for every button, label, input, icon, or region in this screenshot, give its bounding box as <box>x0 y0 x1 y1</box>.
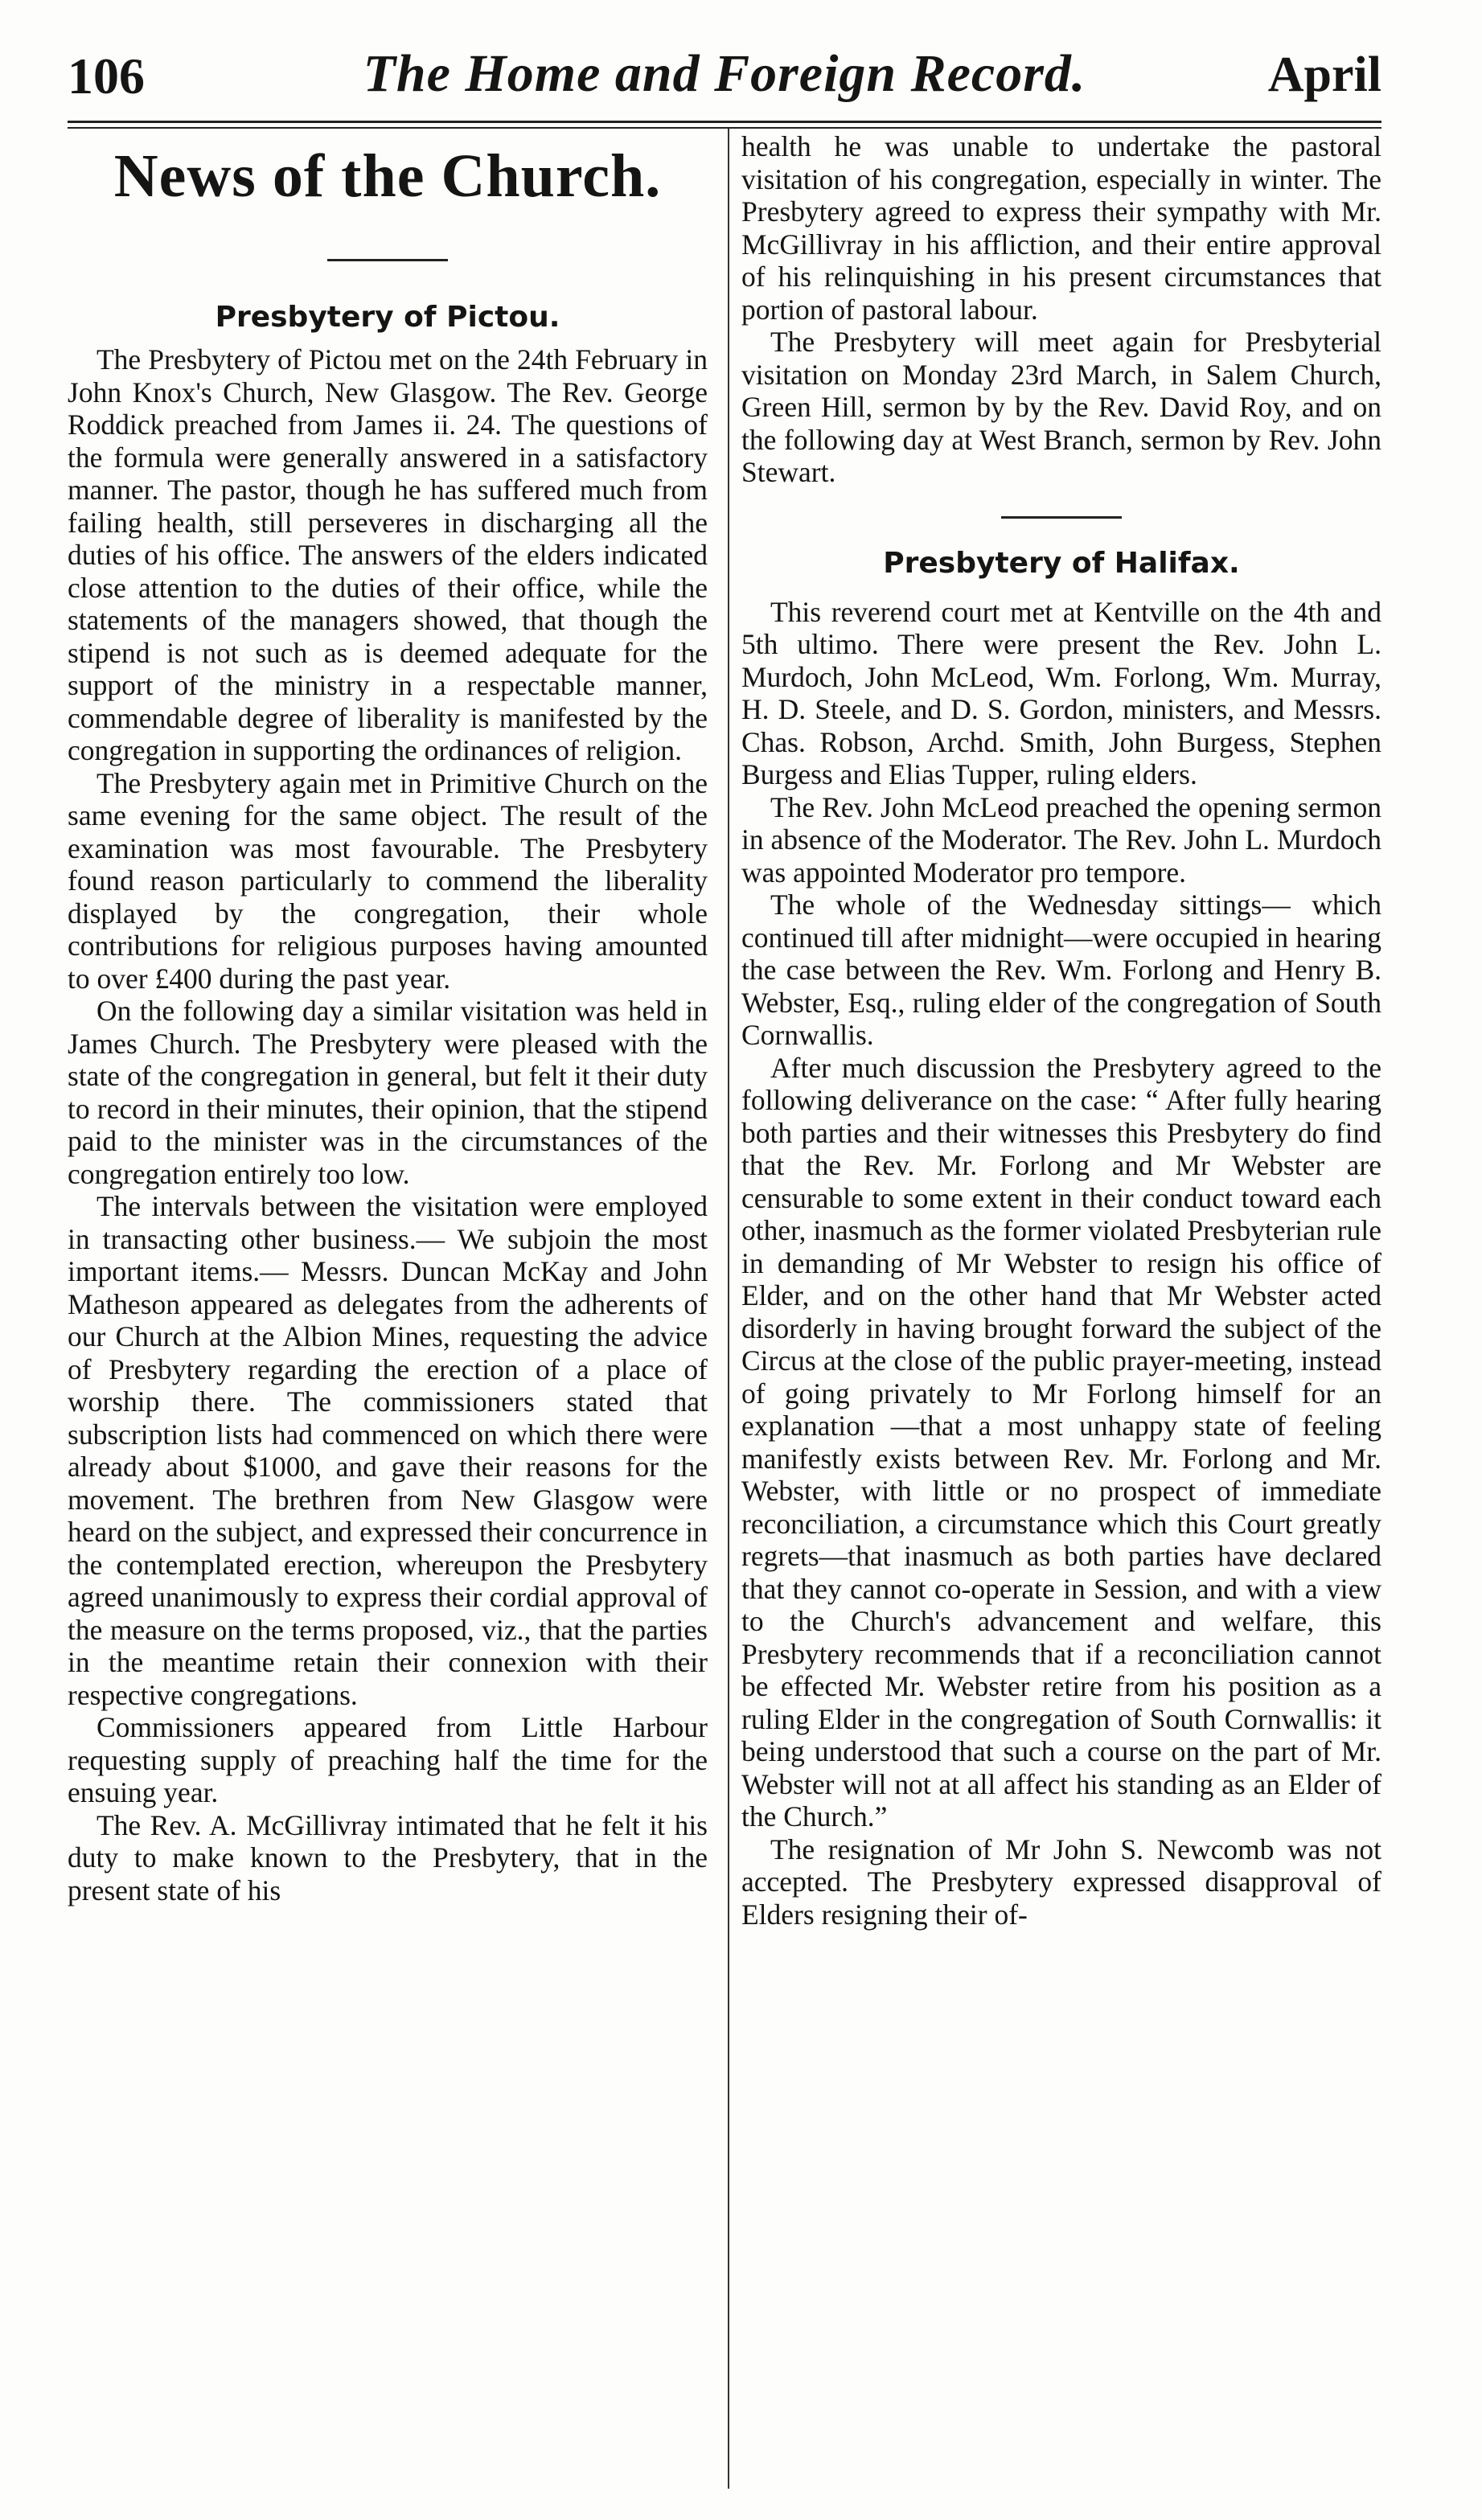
page-number: 106 <box>68 47 145 105</box>
left-column <box>68 130 708 2486</box>
paragraph: After much discussion the Presbytery agreed to the following deliverance on the case: “ After fully hearing both parties and their witnesses this Presbytery do find that the Rev. Mr. Forlong and Mr Webster are censurable to some extent in their conduct toward each other, inasmuch as the former violated Presbyterian rule in demanding of Mr Webster to resign his office of Elder, and on the other hand that Mr Webster acted disorderly in having brought forward the subject of the Circus at the close of the public prayer-meeting, instead of going privately to Mr Forlong himself for an explanation —that a most unhappy state of feeling manifestly exists between Rev. Mr. Forlong and Mr. Webster, with little or no prospect of immediate reconciliation, a circumstance which this Court greatly regrets—that inasmuch as both parties have declared that they cannot co-operate in Session, and with a view to the Church's advancement and welfare, this Presbytery recommends that if a reconciliation cannot be effected Mr. Webster retire from his position as a ruling Elder in the congregation of South Cornwallis: it being understood that such a course on the part of Mr. Webster will not at all affect his standing as an Elder of the Church.” <box>741 1051 1381 1833</box>
paragraph: On the following day a similar visitation was held in James Church. The Presbytery were pleased with the state of the congregation in general, but felt it their duty to record in their minutes, their opinion, that the stipend paid to the minister was in the circumstances of the congregation entirely too low. <box>68 995 708 1190</box>
right-column <box>741 130 1381 2486</box>
paragraph: The Rev. A. McGillivray intimated that he felt it his duty to make known to the Presbytery, that in the present state of his <box>68 1808 708 1906</box>
paragraph: The Presbytery of Pictou met on the 24th February in John Knox's Church, New Glasgow. The Rev. George Roddick preached from James ii. 24. The questions of the formula were generally answered in a satisfactory manner. The pastor, though he has suffered much from failing health, still perseveres in discharging all the duties of his office. The answers of the elders indicated close attention to the duties of their office, while the statements of the managers showed, that though the stipend is not such as is deemed adequate for the support of the ministry in a respectable manner, commendable degree of liberality is manifested by the congregation in supporting the ordinances of religion. <box>68 343 708 766</box>
running-header <box>68 40 1381 121</box>
paragraph-continued: health he was unable to undertake the pastoral visitation of his congregation, especially in winter. The Presbytery agreed to express their sympathy with Mr. McGillivray in his affliction, and their entire approval of his relinquishing in his present circumstances that portion of pastoral labour. <box>741 130 1381 326</box>
header-double-rule <box>68 121 1381 129</box>
subheading-halifax: Presbytery of Halifax. <box>883 546 1240 580</box>
paragraph: Commissioners appeared from Little Harbour requesting supply of preaching half the time for the ensuing year. <box>68 1711 708 1808</box>
paragraph: This reverend court met at Kentville on the 4th and 5th ultimo. There were present the Rev. John L. Murdoch, John McLeod, Wm. Forlong, Wm. Murray, H. D. Steele, and D. S. Gordon, ministers, and Messrs. Chas. Robson, Archd. Smith, John Burgess, Stephen Burgess and Elias Tupper, ruling elders. <box>741 595 1381 790</box>
paragraph: The resignation of Mr John S. Newcomb was not accepted. The Presbytery expressed disapproval of Elders resigning their of- <box>741 1833 1381 1931</box>
publication-title: The Home and Foreign Record. <box>363 44 1086 103</box>
paragraph: The Presbytery will meet again for Presbyterial visitation on Monday 23rd March, in Salem Church, Green Hill, sermon by by the Rev. David Roy, and on the following day at West Branch, sermon by Rev. John Stewart. <box>741 326 1381 488</box>
column-divider <box>728 129 729 2489</box>
paragraph: The whole of the Wednesday sittings— which continued till after midnight—were occupied in hearing the case between the Rev. Wm. Forlong and Henry B. Webster, Esq., ruling elder of the congregation of South Cornwallis. <box>741 889 1381 1051</box>
section-divider <box>1001 516 1122 519</box>
paragraph: The intervals between the visitation were employed in transacting other business.— We subjoin the most important items.— Messrs. Duncan McKay and John Matheson appeared as delegates from the adherents of our Church at the Albion Mines, requesting the advice of Presbytery regarding the erection of a place of worship there. The commissioners stated that subscription lists had commenced on which there were already about $1000, and gave their reasons for the movement. The brethren from New Glasgow were heard on the subject, and expressed their concurrence in the contemplated erection, whereupon the Presbytery agreed unanimously to express their cordial approval of the measure on the terms proposed, viz., that the parties in the meantime retain their connexion with their respective congregations. <box>68 1190 708 1711</box>
subheading-pictou: Presbytery of Pictou. <box>215 301 560 334</box>
section-title: News of the Church. <box>113 142 662 210</box>
section-divider <box>327 259 448 261</box>
paragraph: The Presbytery again met in Primitive Church on the same evening for the same object. The result of the examination was most favourable. The Presbytery found reason particularly to commend the liberality displayed by the congregation, their whole contributions for religious purposes having amounted to over £400 during the past year. <box>68 766 708 995</box>
paragraph: The Rev. John McLeod preached the opening sermon in absence of the Moderator. The Rev. John L. Murdoch was appointed Moderator pro tempore. <box>741 790 1381 889</box>
issue-month: April <box>1267 47 1381 102</box>
